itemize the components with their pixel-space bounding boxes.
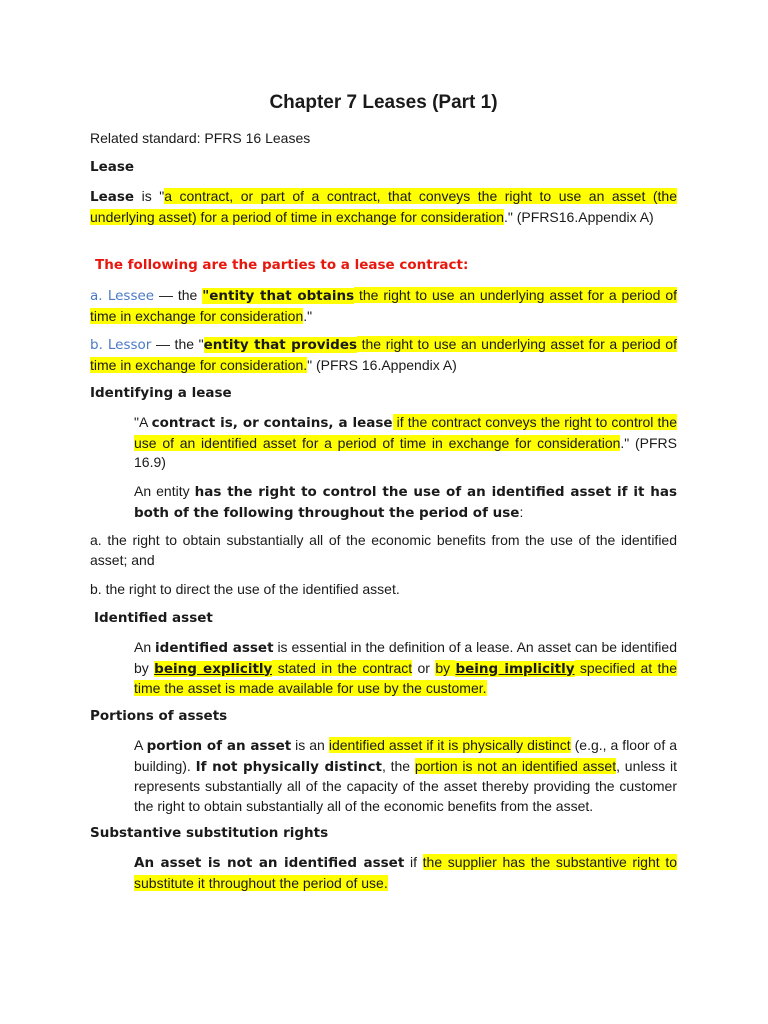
identifying-lease-paragraph: "A contract is, or contains, a lease if the contract conveys the right to control the use of an identified asset for a period of time in exchange for consideration." (PFRS 16.9) xyxy=(134,414,678,470)
heading-substitution-rights: Substantive substitution rights xyxy=(90,825,329,841)
heading-identifying-lease: Identifying a lease xyxy=(90,385,232,401)
list-item-a: a. the right to obtain substantially all of the economic benefits from the use of the identified asset; and xyxy=(90,532,677,568)
list-item-b: b. the right to direct the use of the identified asset. xyxy=(90,581,400,597)
lessee-label: a. Lessee xyxy=(90,288,155,304)
page-title: Chapter 7 Leases (Part 1) xyxy=(269,92,498,113)
lessor-label: b. Lessor xyxy=(90,337,152,353)
heading-portions-of-assets: Portions of assets xyxy=(90,708,228,724)
portions-paragraph: A portion of an asset is an identified asset if it is physically distinct (e.g., a floor of a building). If not physically distinct, the portion is not an identified asset, unless it represents substantially all of the capacity of the asset thereby providing the customer the right to obtain substantially all of the economic benefits from the asset. xyxy=(134,737,678,814)
lessee-definition: a. Lessee — the "entity that obtains the right to use an underlying asset for a period of time in exchange for consideration." xyxy=(90,287,677,324)
lease-term: Lease xyxy=(90,189,135,205)
lessor-definition: b. Lessor — the "entity that provides the right to use an underlying asset for a period of time in exchange for consideration." (PFRS 16.Appendix A) xyxy=(90,336,677,373)
lease-definition-highlight: a contract, or part of a contract, that conveys the right to use an asset (the underlying asset) for a period of time in exchange for consideration xyxy=(90,188,678,225)
heading-lease: Lease xyxy=(90,159,135,175)
substitution-paragraph: An asset is not an identified asset if the supplier has the substantive right to substitute it throughout the period of use. xyxy=(134,854,678,891)
identified-asset-paragraph: An identified asset is essential in the definition of a lease. An asset can be identified by being explicitly stated in the contract or by being implicitly specified at the time the asset is made available for use by the customer. xyxy=(134,639,677,696)
parties-heading: The following are the parties to a lease contract: xyxy=(95,257,469,273)
control-paragraph: An entity has the right to control the use of an identified asset if it has both of the following throughout the period of use: xyxy=(134,483,677,521)
lease-definition: Lease is "a contract, or part of a contract, that conveys the right to use an asset (the underlying asset) for a period of time in exchange for consideration." (PFRS16.Appendix A) xyxy=(90,188,678,225)
heading-identified-asset: Identified asset xyxy=(94,610,213,626)
related-standard: Related standard: PFRS 16 Leases xyxy=(90,130,311,146)
